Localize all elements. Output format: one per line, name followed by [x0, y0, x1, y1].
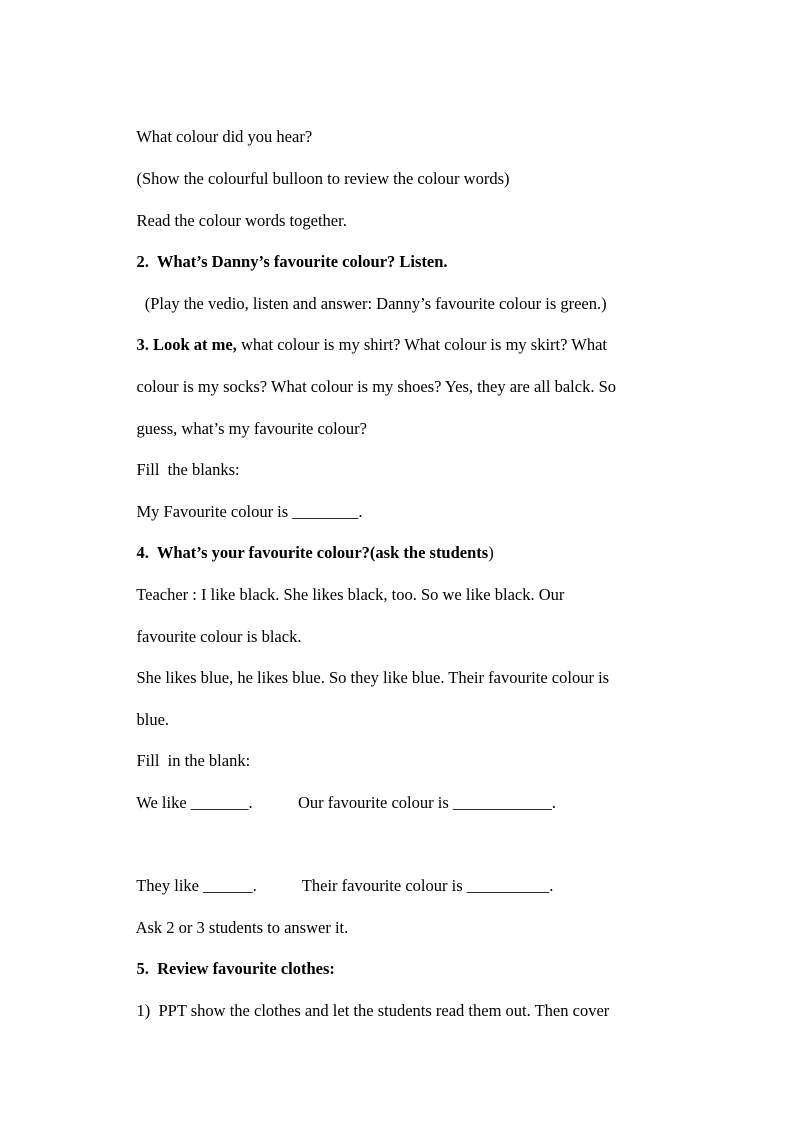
line-text: what colour is my shirt? What colour is my skirt? What [236, 335, 607, 354]
line-text: What colour did you hear? [136, 127, 313, 146]
line-text: Ask 2 or 3 students to answer it. [135, 918, 349, 937]
line-we-like-blank [120, 773, 556, 833]
line-text: My Favourite colour is ________. [136, 502, 363, 521]
heading-text-bold: 3. Look at me, [136, 335, 237, 354]
line-text: blue. [136, 710, 170, 729]
line-text: She likes blue, he likes blue. So they like blue. Their favourite colour is [136, 668, 610, 687]
line-she-likes-blue [120, 648, 609, 708]
line-text: ) [488, 543, 494, 562]
line-text: 1) PPT show the clothes and let the students read them out. Then cover [136, 1001, 610, 1020]
line-text: Fill the blanks: [136, 460, 240, 479]
heading-text-bold: 4. What’s your favourite colour?(ask the students [136, 543, 489, 562]
line-text: We like _______. Our favourite colour is ____________. [136, 793, 557, 812]
line-text: (Play the vedio, listen and answer: Danny’s favourite colour is green.) [136, 294, 607, 313]
heading-text: 5. Review favourite clothes: [136, 959, 335, 978]
heading-text: 2. What’s Danny’s favourite colour? Listen. [136, 252, 448, 271]
line-text: Teacher : I like black. She likes black, too. So we like black. Our [136, 585, 565, 604]
line-text: Read the colour words together. [136, 211, 347, 230]
line-ppt-show-clothes [120, 981, 609, 1041]
line-text: guess, what’s my favourite colour? [136, 419, 367, 438]
line-text: favourite colour is black. [136, 627, 302, 646]
line-text: colour is my socks? What colour is my shoes? Yes, they are all balck. So [136, 377, 616, 396]
line-text: They like ______. Their favourite colour is __________. [136, 876, 554, 895]
line-text: Fill in the blank: [136, 751, 251, 770]
line-text: (Show the colourful bulloon to review the colour words) [136, 169, 510, 188]
